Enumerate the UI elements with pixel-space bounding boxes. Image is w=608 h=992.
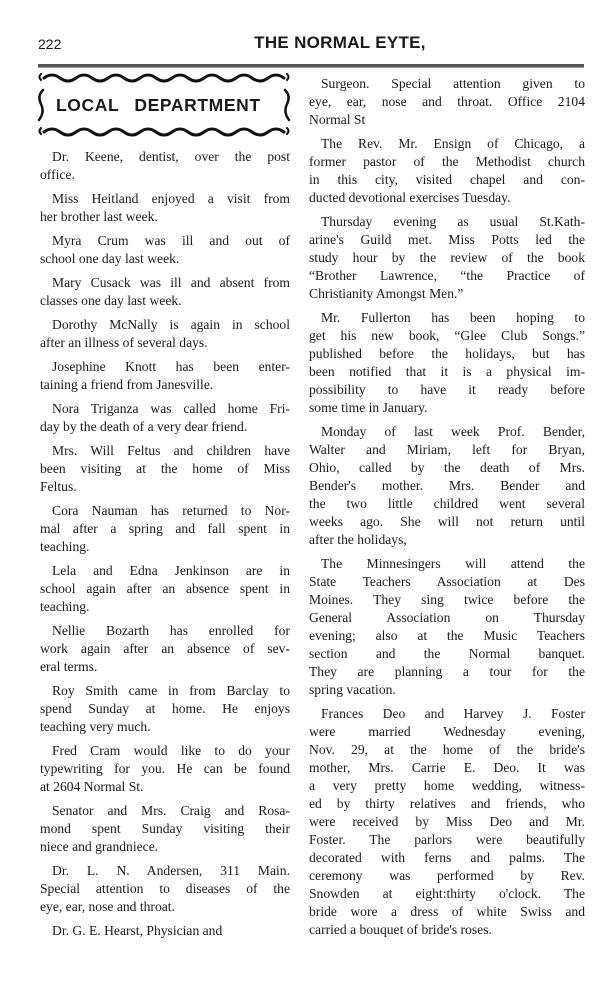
text-line: after the holidays, <box>309 532 407 547</box>
text-line: Feltus. <box>40 479 77 494</box>
text-line: Special attention to diseases of the <box>40 881 290 896</box>
text-line: taining a friend from Janesville. <box>40 377 214 392</box>
text-line: study hour by the review of the book <box>309 250 585 265</box>
text-line: school one day last week. <box>40 251 180 266</box>
text-line: They are planning a tour for the <box>309 664 585 679</box>
news-item <box>40 862 290 916</box>
text-line: Dr. L. N. Andersen, 311 Main. <box>52 863 290 878</box>
text-line: weeks ago. She will not return until <box>309 514 585 529</box>
text-line: been notified that it is a physical im- <box>309 364 585 379</box>
section-title: LOCAL DEPARTMENT <box>56 95 261 115</box>
news-item <box>40 442 290 496</box>
text-line: Nov. 29, at the home of the bride's <box>309 742 585 757</box>
text-line: Snowden at eight:thirty o'clock. The <box>309 886 585 901</box>
text-line: office. <box>40 167 75 182</box>
text-line: State Teachers Association at Des <box>309 574 585 589</box>
text-line: Bender's mother. Mrs. Bender and <box>309 478 585 493</box>
news-item <box>40 358 290 394</box>
text-line: eye, ear, nose and throat. Office 2104 <box>309 94 585 109</box>
text-line: decorated with ferns and palms. The <box>309 850 585 865</box>
text-line: The Rev. Mr. Ensign of Chicago, a <box>321 136 585 151</box>
text-line: Frances Deo and Harvey J. Foster <box>321 706 585 721</box>
text-line: Dr. G. E. Hearst, Physician and <box>52 923 223 938</box>
text-line: Dr. Keene, dentist, over the post <box>52 149 290 164</box>
text-line: Normal St <box>309 112 366 127</box>
text-line: Thursday evening as usual St.Kath- <box>321 214 585 229</box>
news-item <box>40 190 290 226</box>
text-line: ed by thirty relatives and friends, who <box>309 796 585 811</box>
text-line: section and the Normal banquet. <box>309 646 585 661</box>
news-item <box>40 802 290 856</box>
news-item <box>309 75 585 129</box>
text-line: in this city, visited chapel and con- <box>309 172 585 187</box>
text-line: Mary Cusack was ill and absent from <box>52 275 290 290</box>
news-item <box>40 502 290 556</box>
text-line: eye, ear, nose and throat. <box>40 899 175 914</box>
page-number: 222 <box>38 36 62 52</box>
text-line: Moines. They sing twice before the <box>309 592 585 607</box>
text-line: get his new book, “Glee Club Songs.” <box>309 328 585 343</box>
text-line: Surgeon. Special attention given to <box>321 76 585 91</box>
text-line: typewriting for you. He can be found <box>40 761 290 776</box>
publication-title: THE NORMAL EYTE, <box>254 33 426 52</box>
text-line: eral terms. <box>40 659 98 674</box>
text-line: Senator and Mrs. Craig and Rosa- <box>52 803 290 818</box>
news-item <box>40 562 290 616</box>
text-line: Mrs. Will Feltus and children have <box>52 443 290 458</box>
text-line: teaching. <box>40 599 90 614</box>
text-line: after an illness of several days. <box>40 335 208 350</box>
text-line: spring vacation. <box>309 682 396 697</box>
text-line: Myra Crum was ill and out of <box>52 233 290 248</box>
text-line: Lela and Edna Jenkinson are in <box>52 563 290 578</box>
right-column <box>309 75 585 945</box>
text-line: classes one day last week. <box>40 293 182 308</box>
text-line: her brother last week. <box>40 209 158 224</box>
text-line: mond spent Sunday visiting their <box>40 821 290 836</box>
text-line: Roy Smith came in from Barclay to <box>52 683 290 698</box>
text-line: ceremony was performed by Rev. <box>309 868 585 883</box>
text-line: at 2604 Normal St. <box>40 779 144 794</box>
text-line: school again after an absence spent in <box>40 581 290 596</box>
text-line: teaching. <box>40 539 90 554</box>
text-line: bride wore a dress of white Swiss and <box>309 904 585 919</box>
text-line: day by the death of a very dear friend. <box>40 419 248 434</box>
text-line: teaching very much. <box>40 719 151 734</box>
text-line: possibility to have it ready before <box>309 382 585 397</box>
news-item <box>40 232 290 268</box>
news-item <box>40 622 290 676</box>
news-item <box>40 400 290 436</box>
news-item <box>309 555 585 699</box>
news-item <box>40 682 290 736</box>
text-line: the two little childred went several <box>309 496 585 511</box>
news-item <box>40 316 290 352</box>
text-line: work again after an absence of sev- <box>40 641 290 656</box>
text-line: Christianity Amongst Men.” <box>309 286 464 301</box>
text-line: niece and grandniece. <box>40 839 159 854</box>
news-item <box>40 274 290 310</box>
text-line: mother, Mrs. Carrie E. Deo. It was <box>309 760 585 775</box>
news-item <box>309 135 585 207</box>
text-line: Josephine Knott has been enter- <box>52 359 290 374</box>
news-item <box>309 213 585 303</box>
text-line: Fred Cram would like to do your <box>52 743 290 758</box>
text-line: Monday of last week Prof. Bender, <box>321 424 585 439</box>
text-line: General Association on Thursday <box>309 610 585 625</box>
left-column <box>40 148 290 946</box>
text-line: Ohio, called by the death of Mrs. <box>309 460 585 475</box>
text-line: Miss Heitland enjoyed a visit from <box>52 191 290 206</box>
text-line: published before the holidays, but has <box>309 346 585 361</box>
text-line: Cora Nauman has returned to Nor- <box>52 503 290 518</box>
text-line: former pastor of the Methodist church <box>309 154 585 169</box>
text-line: Nellie Bozarth has enrolled for <box>52 623 290 638</box>
text-line: some time in January. <box>309 400 428 415</box>
text-line: Dorothy McNally is again in school <box>52 317 290 332</box>
news-item <box>40 922 290 940</box>
text-line: been visiting at the home of Miss <box>40 461 290 476</box>
text-line: Foster. The parlors were beautifully <box>309 832 585 847</box>
news-item <box>309 309 585 417</box>
header-rule <box>38 64 584 68</box>
news-item <box>40 742 290 796</box>
text-line: carried a bouquet of bride's roses. <box>309 922 492 937</box>
section-heading-box <box>36 72 292 138</box>
text-line: “Brother Lawrence, “the Practice of <box>309 268 585 283</box>
text-line: Mr. Fullerton has been hoping to <box>321 310 585 325</box>
text-line: were received by Miss Deo and Mr. <box>309 814 585 829</box>
text-line: Nora Triganza was called home Fri- <box>52 401 290 416</box>
news-item <box>309 423 585 549</box>
text-line: were married Wednesday evening, <box>309 724 585 739</box>
news-item <box>40 148 290 184</box>
text-line: arine's Guild met. Miss Potts led the <box>309 232 585 247</box>
text-line: mal after a spring and fall spent in <box>40 521 290 536</box>
text-line: The Minnesingers will attend the <box>321 556 585 571</box>
text-line: a very pretty home wedding, witness- <box>309 778 585 793</box>
news-item <box>309 705 585 939</box>
text-line: evening; also at the Music Teachers <box>309 628 585 643</box>
text-line: spend Sunday at home. He enjoys <box>40 701 290 716</box>
text-line: Walter and Miriam, left for Bryan, <box>309 442 585 457</box>
text-line: ducted devotional exercises Tuesday. <box>309 190 511 205</box>
